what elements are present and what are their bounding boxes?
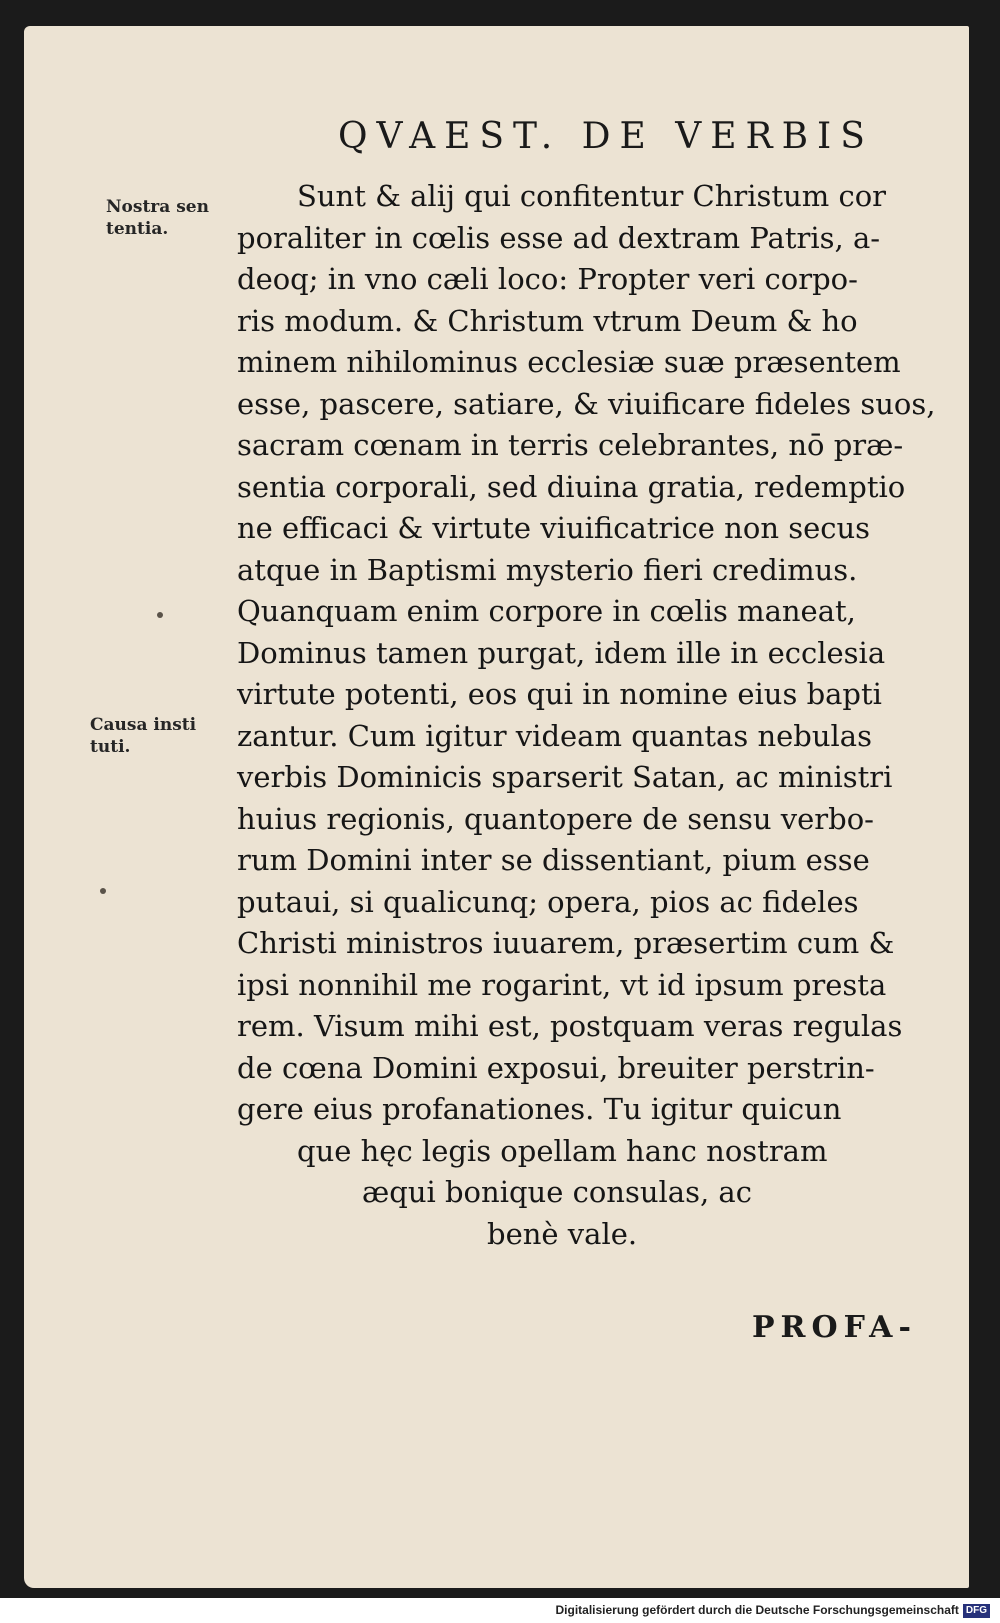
text-line: rum Domini inter se dissentiant, pium esse bbox=[237, 843, 870, 877]
dfg-logo-icon: DFG bbox=[963, 1604, 990, 1618]
text-line: deoq; in vno cæli loco: Propter veri corpo- bbox=[237, 262, 858, 296]
text-line: huius regionis, quantopere de sensu verbo- bbox=[237, 801, 874, 836]
text-line: verbis Dominicis sparserit Satan, ac ministri bbox=[237, 760, 893, 794]
footer-credit bbox=[555, 1603, 990, 1618]
text-line: Sunt & alij qui confitentur Christum cor bbox=[297, 179, 887, 213]
margin-note-nostra-sententia: Nostra sen tentia. bbox=[106, 197, 209, 239]
text-line: zantur. Cum igitur videam quantas nebulas bbox=[237, 718, 872, 753]
text-line: minem nihilominus ecclesiæ suæ præsentem bbox=[237, 345, 901, 379]
text-line: poraliter in cœlis esse ad dextram Patris, a- bbox=[237, 220, 881, 255]
ink-speck bbox=[157, 612, 163, 618]
text-line: ris modum. & Christum vtrum Deum & ho bbox=[237, 303, 858, 338]
margin-note-causa-instituti: Causa insti tuti. bbox=[90, 715, 197, 757]
text-line: Dominus tamen purgat, idem ille in ecclesia bbox=[237, 635, 886, 670]
text-line: que hęc legis opellam hanc nostram bbox=[297, 1133, 828, 1168]
running-head: QVAEST. DE VERBIS bbox=[338, 116, 874, 157]
text-line: esse, pascere, satiare, & viuificare fideles suos, bbox=[237, 386, 936, 421]
ink-speck bbox=[100, 888, 106, 894]
footer-text: Digitalisierung gefördert durch die Deutsche Forschungsgemeinschaft bbox=[555, 1603, 959, 1617]
text-line: gere eius profanationes. Tu igitur quicun bbox=[237, 1092, 842, 1126]
body-text bbox=[237, 176, 949, 1255]
text-line: ipsi nonnihil me rogarint, vt id ipsum presta bbox=[237, 967, 887, 1002]
text-line: de cœna Domini exposui, breuiter perstrin- bbox=[237, 1050, 875, 1085]
text-line: atque in Baptismi mysterio fieri credimus. bbox=[237, 552, 858, 587]
text-line: ne efficaci & virtute viuificatrice non secus bbox=[237, 511, 871, 545]
text-line: Christi ministros iuuarem, præsertim cum & bbox=[237, 926, 895, 960]
text-line: sentia corporali, sed diuina gratia, redemptio bbox=[237, 469, 906, 504]
text-line: rem. Visum mihi est, postquam veras regulas bbox=[237, 1009, 903, 1043]
catchword: PROFA- bbox=[752, 1310, 917, 1345]
text-line: putaui, si qualicunq; opera, pios ac fideles bbox=[237, 884, 859, 919]
text-line: virtute potenti, eos qui in nomine eius bapti bbox=[237, 677, 882, 711]
text-line: benè vale. bbox=[487, 1216, 638, 1251]
text-line: Quanquam enim corpore in cœlis maneat, bbox=[237, 594, 856, 628]
text-line: æqui bonique consulas, ac bbox=[362, 1175, 752, 1209]
text-line: sacram cœnam in terris celebrantes, nō præ- bbox=[237, 428, 904, 462]
